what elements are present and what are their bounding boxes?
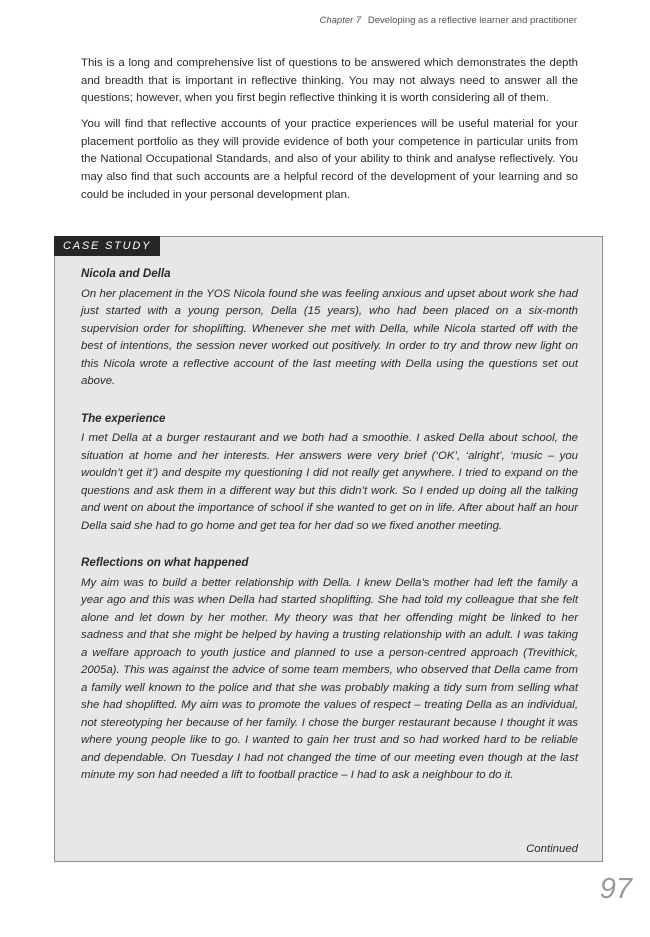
case-study-label: CASE STUDY <box>54 236 160 256</box>
running-header <box>320 15 578 26</box>
section-heading-reflections: Reflections on what happened <box>81 556 249 569</box>
intro-text <box>81 55 578 213</box>
section-text-nicola-and-della: On her placement in the YOS Nicola found she was feeling anxious and upset about work she had just started with a young person, Della (15 years), who had been placed on a six-month supervision order for shoplifting. Whenever she met with Della, while Nicola started off with the best of intentions, the session never worked out positively. In order to try and throw new light on this Nicola wrote a reflective account of the last meeting with Della using the questions set out above. <box>81 287 578 387</box>
continued-label: Continued <box>526 843 578 855</box>
section-heading-the-experience: The experience <box>81 411 166 425</box>
intro-paragraph-1: This is a long and comprehensive list of questions to be answered which demonstrates the depth and breadth that is important in reflective thinking. You may not always need to answer all the questions; however, when you first begin reflective thinking it is worth considering all of them. <box>81 57 578 105</box>
intro-paragraph-2: You will find that reflective accounts of your practice experiences will be useful material for your placement portfolio as they will provide evidence of both your competence in particular units from the National Occupational Standards, and also of your ability to think and analyse reflectively. You may also find that such accounts are a helpful record of the development of your learning and so could be included in your personal development plan. <box>81 118 578 201</box>
section-text-reflections: My aim was to build a better relationship with Della. I knew Della’s mother had left the family a year ago and this was when Della had started shoplifting. She had told my colleague that she felt alone and let down by her mother. My theory was that her offending might be linked to her sadness and that she might be helped by having a trusting relationship with an adult. I was taking a welfare approach to youth justice and planned to use a person-centred approach (Trevithick, 2005a). This was against the advice of some team members, who observed that Della came from a family well known to the police and that she was probably making a tidy sum from selling what she had shoplifted. My aim was to promote the values of respect – treating Della as an individual, not stereotyping her because of her family. I chose the burger restaurant because I thought it was where young people like to go. I wanted to gain her trust and so had worked hard to be reliable and dependable. On Tuesday I had not changed the time of our meeting even though at the last minute my son had needed a lift to football practice – I had to ask a neighbour to do it. <box>81 576 578 781</box>
chapter-label: Chapter 7 <box>319 15 362 26</box>
chapter-title: Developing as a reflective learner and practitioner <box>367 15 577 26</box>
case-study-box <box>54 236 603 862</box>
section-heading-nicola-and-della: Nicola and Della <box>81 267 171 280</box>
page-number: 97 <box>599 873 632 905</box>
section-text-the-experience: I met Della at a burger restaurant and we both had a smoothie. I asked Della about school, the situation at home and her interests. Her answers were very brief (‘OK’, ‘alright’, ‘music – you wouldn’t get it’) and despite my questioning I did not really get anywhere. I tried to expand on the questions and ask them in a different way but this didn’t work. So I ended up doing all the talking and went on about the importance of school if she wanted to get on in life. After about half an hour Della said she had to go home and get tea for her dad so we fixed another meeting. <box>81 432 578 532</box>
case-study-content <box>81 265 578 804</box>
